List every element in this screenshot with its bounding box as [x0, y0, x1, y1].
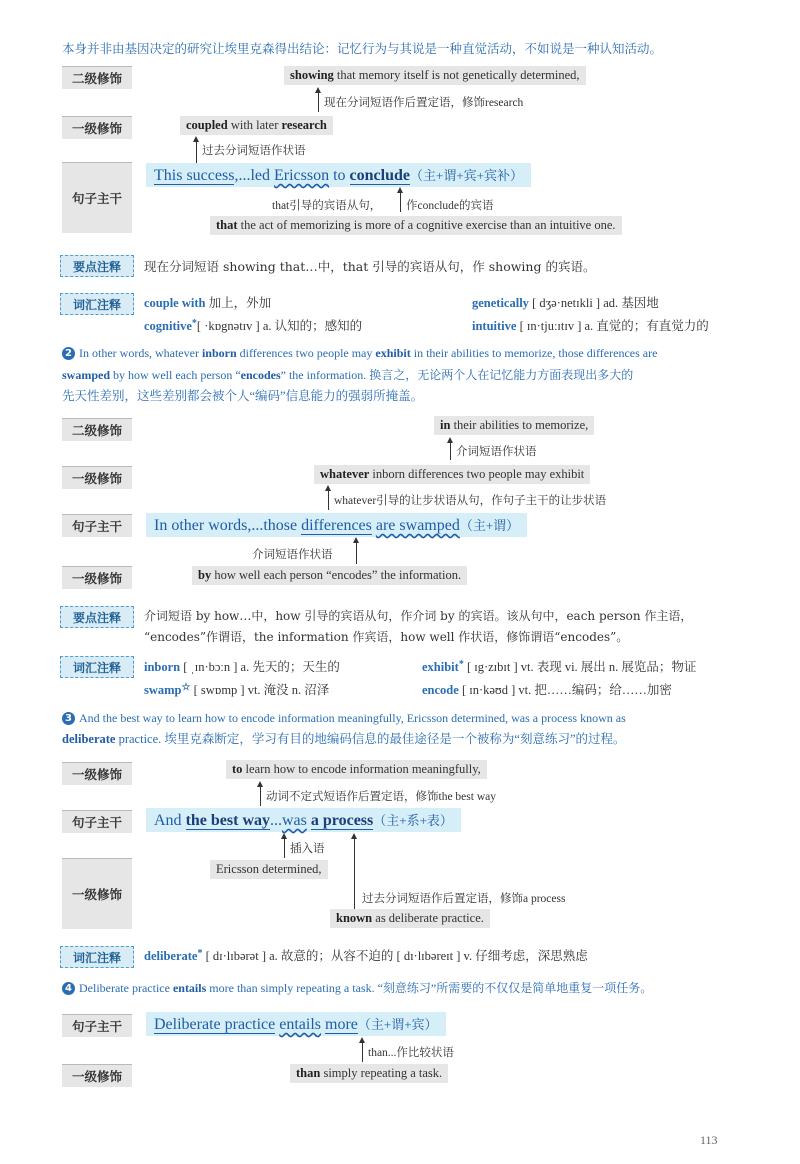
s2-intro-line2: swamped by how well each person “encodes” the information. 换言之，无论两个人在记忆能力方面表现出多大的 [62, 368, 634, 382]
label-main: 句子主干 [62, 514, 132, 537]
label-level1: 一级修饰 [62, 858, 132, 929]
key-points-line1: 介词短语 by how…中，how 引导的宾语从句，作介词 by 的宾语。该从句中，each person 作主语， [144, 609, 693, 623]
modifier-whatever: whatever inborn differences two people may exhibit [314, 465, 590, 484]
arrow [356, 542, 357, 564]
note-whatever: whatever引导的让步状语从句，作句子主干的让步状语 [334, 495, 607, 507]
label-level1: 一级修饰 [62, 116, 132, 139]
note-than: than...作比较状语 [368, 1047, 454, 1059]
vocab-entry: inborn [ ˌɪn·bɔːn ] a. 先天的；天生的 [144, 660, 340, 674]
label-level1: 一级修饰 [62, 1064, 132, 1087]
note-known: 过去分词短语作后置定语，修饰a process [362, 893, 566, 905]
s4-intro: 4 Deliberate practice entails more than simply repeating a task. “刻意练习”所需要的不仅仅是简单地重复一项任务。 [62, 977, 652, 999]
key-points-tag: 要点注释 [60, 255, 134, 277]
note-that-2: 作conclude的宾语 [406, 200, 494, 212]
modifier-coupled: coupled with later research [180, 116, 333, 135]
note-coupled: 过去分词短语作状语 [202, 145, 306, 157]
vocab-entry: deliberate* [ dɪ·lɪbərət ] a. 故意的；从容不迫的 [ dɪ·lɪbəreɪt ] v. 仔细考虑，深思熟虑 [144, 948, 588, 963]
modifier-that: that the act of memorizing is more of a cognitive exercise than an intuitive one. [210, 216, 622, 235]
note-insertion: 插入语 [290, 843, 325, 855]
s3-intro-line1: 3 And the best way to learn how to encode information meaningfully, Ericsson determined, was a process known as [62, 707, 626, 729]
vocab-tag: 词汇注释 [60, 946, 134, 968]
vocab-tag: 词汇注释 [60, 656, 134, 678]
vocab-entry: swamp☆ [ swɒmp ] vt. 淹没 n. 沼泽 [144, 682, 330, 697]
main-clause-4: Deliberate practice entails more（主+谓+宾） [146, 1012, 446, 1036]
label-level1: 一级修饰 [62, 566, 132, 589]
main-clause-2: In other words,...those differences are swamped（主+谓） [146, 513, 527, 537]
arrow [196, 141, 197, 165]
arrow [362, 1042, 363, 1062]
page-number: 113 [700, 1133, 718, 1147]
s2-intro-line1: 2 In other words, whatever inborn differences two people may exhibit in their abilities to memorize, those differences are [62, 342, 657, 364]
note-that-1: that引导的宾语从句， [272, 200, 382, 212]
note-showing: 现在分词短语作后置定语，修饰research [324, 97, 524, 109]
key-points-text: 现在分词短语 showing that…中，that 引导的宾语从句，作 showing 的宾语。 [144, 259, 596, 274]
modifier-ericsson: Ericsson determined, [210, 860, 328, 879]
arrow [284, 838, 285, 858]
main-clause-3: And the best way...was a process（主+系+表） [146, 808, 461, 832]
modifier-than: than simply repeating a task. [290, 1064, 448, 1083]
arrow [400, 192, 401, 212]
vocab-entry: encode [ ɪn·kəʊd ] vt. 把……编码；给……加密 [422, 683, 672, 697]
note-in: 介词短语作状语 [456, 446, 537, 458]
label-level1: 一级修饰 [62, 762, 132, 785]
vocab-entry: cognitive*[ ·kɒgnətɪv ] a. 认知的；感知的 [144, 318, 363, 333]
label-level1: 一级修饰 [62, 466, 132, 489]
vocab-entry: exhibit* [ ɪg·zɪbɪt ] vt. 表现 vi. 展出 n. 展览品；物证 [422, 659, 697, 674]
modifier-in: in their abilities to memorize, [434, 416, 594, 435]
key-points-line2: “encodes”作谓语，the information 作宾语，how well 作状语，修饰谓语“encodes”。 [144, 630, 629, 644]
modifier-by: by how well each person “encodes” the information. [192, 566, 467, 585]
main-clause-1: This success,...led Ericsson to conclude（主+谓+宾+宾补） [146, 163, 531, 187]
vocab-tag: 词汇注释 [60, 293, 134, 315]
vocab-entry: intuitive [ ɪn·tjuːɪtɪv ] a. 直觉的；有直觉力的 [472, 319, 709, 333]
note-to: 动词不定式短语作后置定语，修饰the best way [266, 791, 496, 803]
vocab-entry: genetically [ dʒə·netɪkli ] ad. 基因地 [472, 296, 659, 310]
label-level2: 二级修饰 [62, 418, 132, 441]
modifier-known: known as deliberate practice. [330, 909, 490, 928]
vocab-entry: couple with 加上，外加 [144, 296, 272, 310]
arrow [260, 786, 261, 806]
s2-intro-line3: 先天性差别，这些差别都会被个人“编码”信息能力的强弱所掩盖。 [62, 389, 424, 403]
arrow [354, 838, 355, 910]
label-main: 句子主干 [62, 1014, 132, 1037]
arrow [328, 490, 329, 510]
key-points-tag: 要点注释 [60, 606, 134, 628]
arrow [450, 442, 451, 460]
label-level2: 二级修饰 [62, 66, 132, 89]
arrow [318, 92, 319, 112]
label-main: 句子主干 [62, 162, 132, 233]
note-by: 介词短语作状语 [252, 549, 333, 561]
label-main: 句子主干 [62, 810, 132, 833]
s1-intro: 本身并非由基因决定的研究让埃里克森得出结论：记忆行为与其说是一种直觉活动，不如说是一种认知活动。 [62, 42, 663, 56]
modifier-to: to learn how to encode information meaningfully, [226, 760, 487, 779]
s3-intro-line2: deliberate practice. 埃里克森断定，学习有目的地编码信息的最佳途径是一个被称为“刻意练习”的过程。 [62, 732, 626, 746]
modifier-showing: showing that memory itself is not genetically determined, [284, 66, 586, 85]
